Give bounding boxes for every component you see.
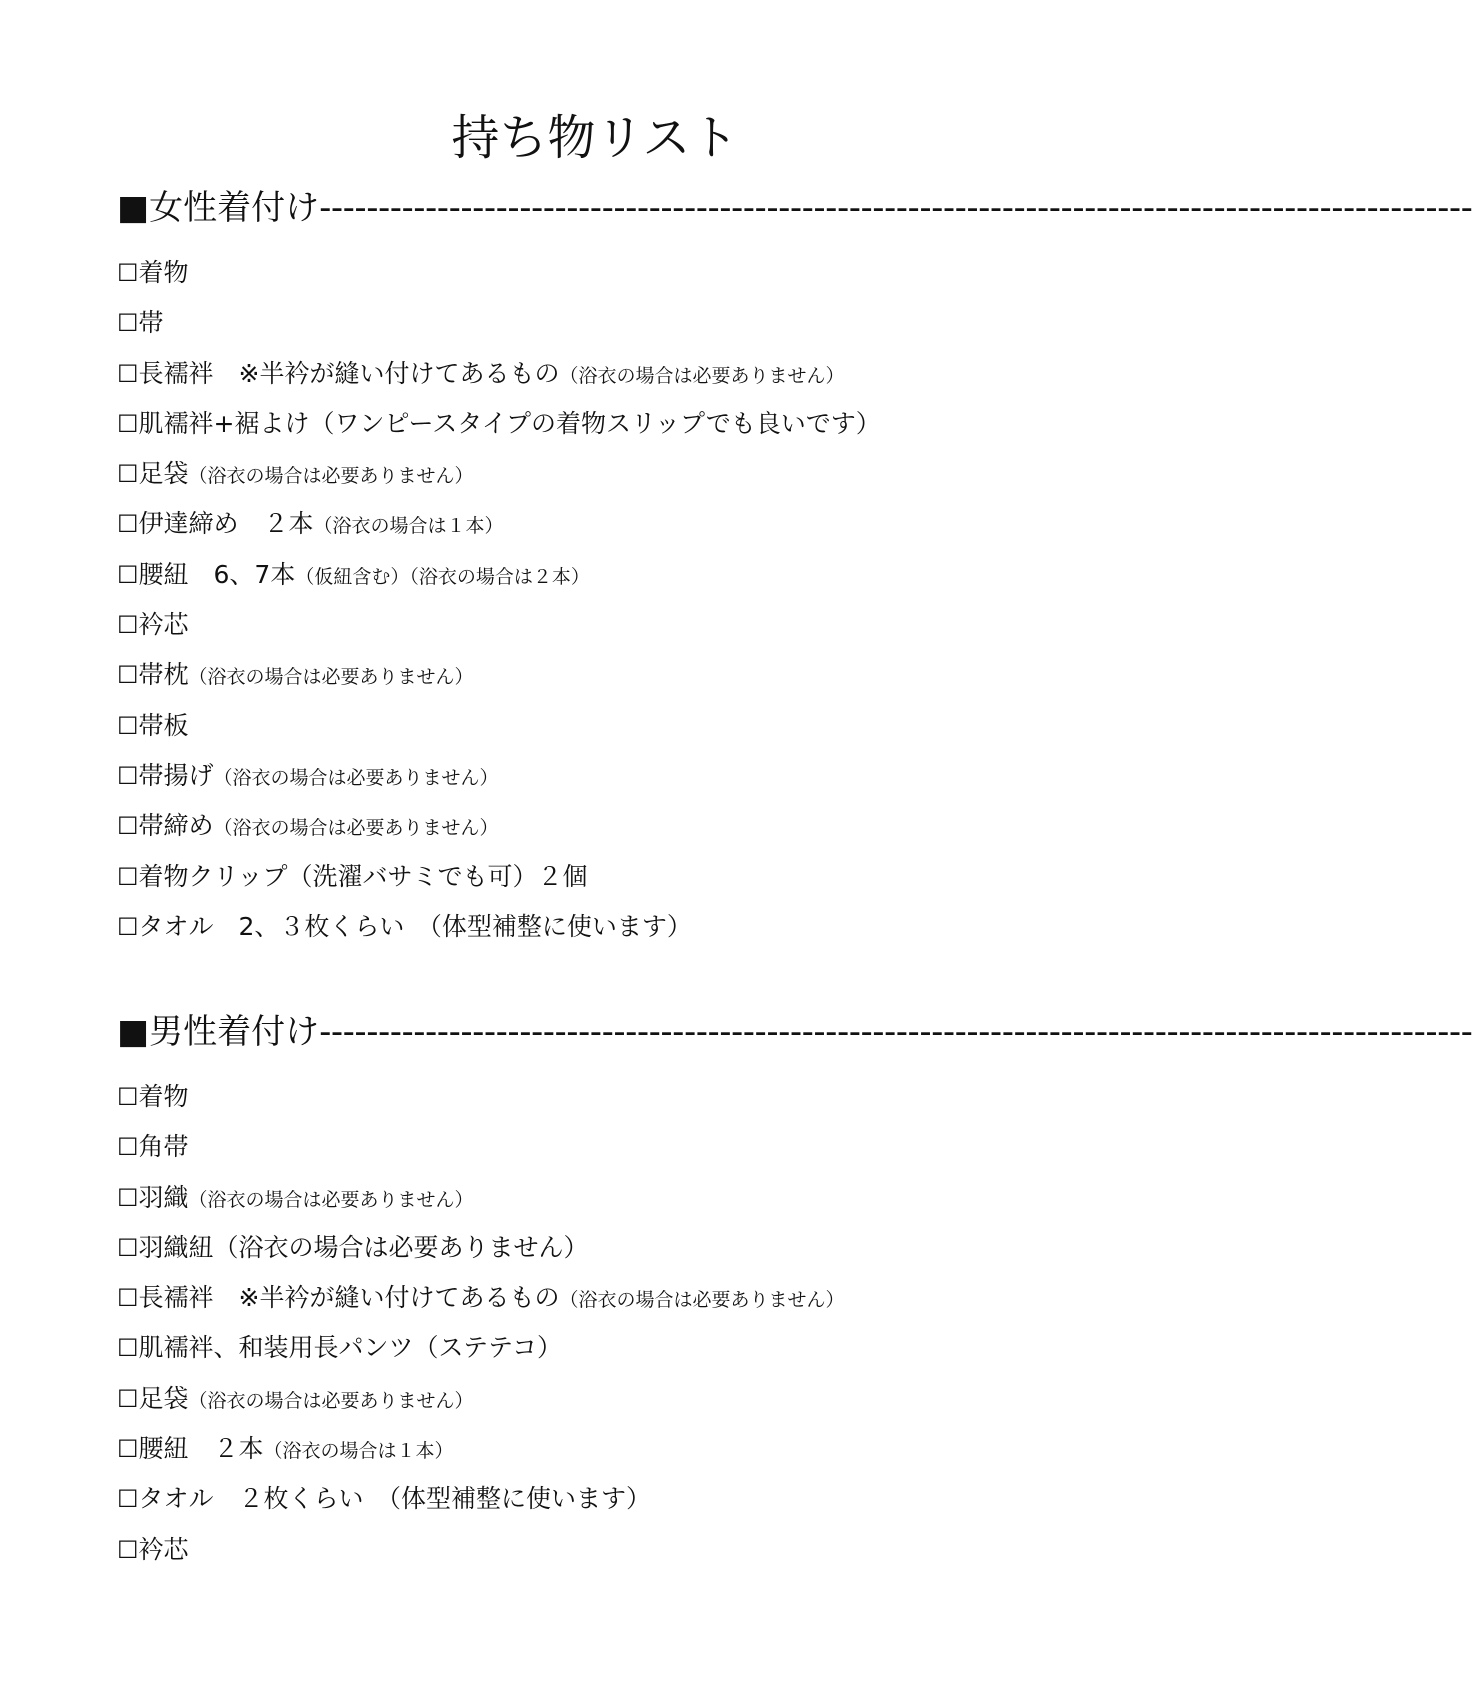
checkbox-icon[interactable]: ☐ [117, 1183, 139, 1212]
item-label: 帯枕 [138, 660, 189, 690]
item-label: 衿芯 [138, 1534, 189, 1564]
item-label: 帯揚げ [138, 760, 214, 790]
item-label: 肌襦袢、和装用長パンツ（ステテコ） [138, 1333, 563, 1363]
item-note: （浴衣の場合は必要ありません） [213, 817, 499, 840]
item-label: タオル ２枚くらい （体型補整に使います） [138, 1484, 652, 1514]
item-note: （浴衣の場合は必要ありません） [559, 364, 845, 387]
checklist-item [117, 600, 881, 650]
checkbox-icon[interactable]: ☐ [117, 259, 139, 287]
checkbox-icon[interactable]: ☐ [117, 1435, 139, 1464]
item-label: 着物クリップ（洗濯バサミでも可）２個 [138, 861, 588, 891]
item-note: （浴衣の場合は必要ありません） [213, 766, 499, 789]
item-label: 肌襦袢+裾よけ（ワンピースタイプの着物スリップでも良いです） [138, 408, 881, 438]
item-note: （浴衣の場合は１本） [313, 515, 504, 538]
item-label: 足袋 [138, 459, 189, 489]
checklist-item [117, 1323, 844, 1373]
checklist-item [117, 701, 881, 751]
item-label: タオル 2、３枚くらい （体型補整に使います） [138, 911, 692, 941]
item-label: 足袋 [138, 1383, 189, 1413]
page-title: 持ち物リスト [451, 110, 739, 166]
checkbox-icon[interactable]: ☐ [117, 309, 139, 338]
checklist-women [117, 248, 881, 952]
checklist-item [117, 1273, 844, 1323]
item-label: 長襦袢 ※半衿が縫い付けてあるもの [138, 358, 560, 388]
item-note: （浴衣の場合は必要ありません） [188, 1188, 474, 1211]
checkbox-icon[interactable]: ☐ [117, 1334, 139, 1363]
checkbox-icon[interactable]: ☐ [117, 1083, 139, 1111]
item-note: （仮紐含む）（浴衣の場合は２本） [295, 565, 590, 588]
checklist-item [117, 1525, 844, 1575]
checkbox-icon[interactable]: ☐ [117, 510, 139, 539]
item-note: （浴衣の場合は必要ありません） [188, 666, 474, 689]
checklist-item [117, 751, 881, 801]
item-note: （浴衣の場合は１本） [263, 1440, 454, 1463]
checklist-item [117, 1374, 844, 1424]
checkbox-icon[interactable]: ☐ [117, 611, 139, 640]
checklist-item [117, 248, 881, 298]
checklist-item [117, 650, 881, 700]
item-label: 衿芯 [138, 610, 189, 640]
checklist-item [117, 902, 881, 952]
checkbox-icon[interactable]: ☐ [117, 1485, 139, 1514]
checklist-item [117, 449, 881, 499]
item-label: 帯 [138, 308, 164, 338]
checklist-item [117, 801, 881, 851]
checkbox-icon[interactable]: ☐ [117, 661, 139, 690]
checkbox-icon[interactable]: ☐ [117, 409, 139, 438]
checkbox-icon[interactable]: ☐ [117, 1133, 139, 1162]
item-label: 腰紐 ２本 [138, 1434, 264, 1464]
item-label: 羽織 [138, 1182, 189, 1212]
section-heading-women [117, 186, 1472, 230]
checkbox-icon[interactable]: ☐ [117, 912, 139, 941]
checkbox-icon[interactable]: ☐ [117, 1535, 139, 1564]
checklist-men [117, 1072, 844, 1575]
item-label: 長襦袢 ※半衿が縫い付けてあるもの [138, 1283, 560, 1313]
checklist-item [117, 349, 881, 399]
item-label: 帯板 [138, 710, 189, 740]
checklist-item [117, 852, 881, 902]
item-label: 着物 [138, 258, 189, 287]
checklist-item [117, 550, 881, 600]
item-note: （浴衣の場合は必要ありません） [188, 1389, 474, 1412]
checklist-item [117, 1424, 844, 1474]
checkbox-icon[interactable]: ☐ [117, 761, 139, 790]
checklist-item [117, 1173, 844, 1223]
checklist-item [117, 1223, 844, 1273]
checkbox-icon[interactable]: ☐ [117, 359, 139, 388]
checklist-item [117, 1072, 844, 1122]
section-heading-label: ■男性着付け [117, 1012, 320, 1052]
checklist-item [117, 1474, 844, 1524]
checklist-item [117, 399, 881, 449]
item-label: 角帯 [138, 1132, 189, 1162]
checkbox-icon[interactable]: ☐ [117, 812, 139, 841]
section-heading-rule: -------------------------------------------------------------------------------------------------- [319, 188, 1472, 228]
checkbox-icon[interactable]: ☐ [117, 1384, 139, 1413]
checkbox-icon[interactable]: ☐ [117, 862, 139, 891]
checklist-item [117, 298, 881, 348]
item-note: （浴衣の場合は必要ありません） [188, 465, 474, 488]
item-label: 腰紐 6、7本 [138, 559, 296, 589]
item-label: 着物 [138, 1082, 189, 1111]
checkbox-icon[interactable]: ☐ [117, 1284, 139, 1313]
section-heading-rule: -------------------------------------------------------------------------------------------------- [319, 1012, 1472, 1052]
checkbox-icon[interactable]: ☐ [117, 460, 139, 489]
checkbox-icon[interactable]: ☐ [117, 711, 139, 740]
item-label: 帯締め [138, 811, 214, 841]
checklist-item [117, 1122, 844, 1172]
section-heading-label: ■女性着付け [117, 188, 320, 228]
item-label: 羽織紐（浴衣の場合は必要ありません） [138, 1232, 589, 1262]
checkbox-icon[interactable]: ☐ [117, 560, 139, 589]
checklist-item [117, 499, 881, 549]
checkbox-icon[interactable]: ☐ [117, 1233, 139, 1262]
item-label: 伊達締め ２本 [138, 509, 314, 539]
section-heading-men [117, 1010, 1472, 1054]
item-note: （浴衣の場合は必要ありません） [559, 1289, 845, 1312]
